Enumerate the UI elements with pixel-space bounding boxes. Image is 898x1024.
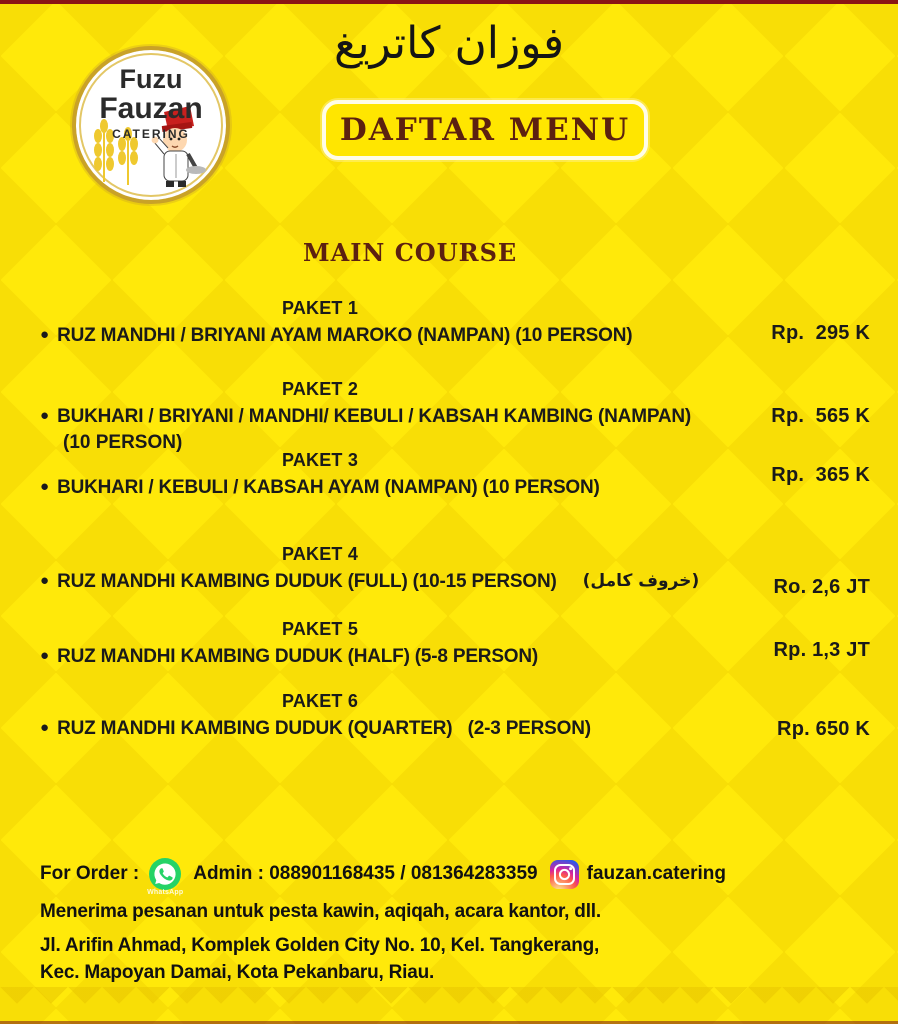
menu-item-paket-6 bbox=[40, 691, 870, 740]
menu-title-text: DAFTAR MENU bbox=[339, 112, 631, 148]
paket-header: PAKET 3 bbox=[281, 450, 359, 470]
for-order-label: For Order : bbox=[40, 863, 140, 884]
paket-price: Rp. 365 K bbox=[771, 464, 870, 486]
menu-item-paket-1 bbox=[40, 298, 870, 347]
paket-header: PAKET 1 bbox=[281, 298, 359, 318]
bullet-icon: ● bbox=[40, 326, 50, 343]
address-line-1: Jl. Arifin Ahmad, Komplek Golden City No. 10, Kel. Tangkerang, bbox=[40, 935, 600, 956]
top-border-strip bbox=[0, 0, 898, 4]
bullet-icon: ● bbox=[40, 407, 50, 424]
logo-word-fauzan: Fauzan bbox=[99, 91, 203, 125]
logo-text bbox=[76, 66, 226, 140]
paket-header: PAKET 6 bbox=[281, 691, 359, 711]
menu-title-badge bbox=[322, 100, 648, 160]
whatsapp-caption: WhatsApp bbox=[147, 889, 184, 896]
footer-tagline: Menerima pesanan untuk pesta kawin, aqiqah, acara kantor, dll. bbox=[40, 901, 601, 922]
bottom-zigzag-pattern bbox=[0, 987, 898, 1021]
paket-price: Rp. 1,3 JT bbox=[773, 639, 870, 661]
paket-header: PAKET 2 bbox=[281, 379, 359, 399]
bullet-icon: ● bbox=[40, 572, 50, 589]
paket-description: RUZ MANDHI KAMBING DUDUK (HALF) (5-8 PERSON) bbox=[57, 646, 539, 667]
bullet-icon: ● bbox=[40, 478, 50, 495]
paket-header: PAKET 5 bbox=[281, 619, 359, 639]
brand-logo bbox=[72, 46, 230, 204]
bullet-icon: ● bbox=[40, 647, 50, 664]
paket-description: RUZ MANDHI KAMBING DUDUK (QUARTER) (2-3 PERSON) bbox=[57, 718, 591, 739]
logo-word-catering: CATERING bbox=[112, 127, 190, 142]
whatsapp-icon[interactable] bbox=[147, 858, 184, 896]
address-line-2: Kec. Mapoyan Damai, Kota Pekanbaru, Riau. bbox=[40, 962, 435, 983]
menu-item-paket-2 bbox=[40, 379, 870, 454]
logo-word-fuzu: Fuzu bbox=[119, 64, 183, 94]
paket-price: Rp. 650 K bbox=[777, 718, 870, 740]
order-contact-row bbox=[40, 858, 726, 896]
menu-item-paket-3 bbox=[40, 450, 870, 499]
paket-price: Ro. 2,6 JT bbox=[773, 576, 870, 598]
paket-header: PAKET 4 bbox=[281, 544, 359, 564]
menu-item-paket-4 bbox=[40, 544, 870, 598]
paket-description-line2: (10 PERSON) bbox=[63, 432, 183, 453]
instagram-icon[interactable] bbox=[550, 860, 579, 889]
section-title: MAIN COURSE bbox=[303, 238, 518, 267]
paket-description: BUKHARI / BRIYANI / MANDHI/ KEBULI / KABSAH KAMBING (NAMPAN) bbox=[57, 406, 692, 427]
paket-price: Rp. 565 K bbox=[771, 405, 870, 427]
arabic-title: فوزان كاتريغ bbox=[333, 18, 565, 69]
paket-description: BUKHARI / KEBULI / KABSAH AYAM (NAMPAN) (10 PERSON) bbox=[57, 477, 600, 498]
paket-description: RUZ MANDHI KAMBING DUDUK (FULL) (10-15 PERSON) bbox=[57, 571, 557, 592]
menu-item-paket-5 bbox=[40, 619, 870, 668]
instagram-handle[interactable]: fauzan.catering bbox=[586, 863, 726, 884]
admin-phone-numbers[interactable]: Admin : 088901168435 / 081364283359 bbox=[193, 863, 538, 884]
bullet-icon: ● bbox=[40, 719, 50, 736]
paket-description: RUZ MANDHI / BRIYANI AYAM MAROKO (NAMPAN) (10 PERSON) bbox=[57, 325, 633, 346]
paket-price: Rp. 295 K bbox=[771, 322, 870, 344]
arabic-note: (خروف كامل) bbox=[582, 571, 700, 591]
